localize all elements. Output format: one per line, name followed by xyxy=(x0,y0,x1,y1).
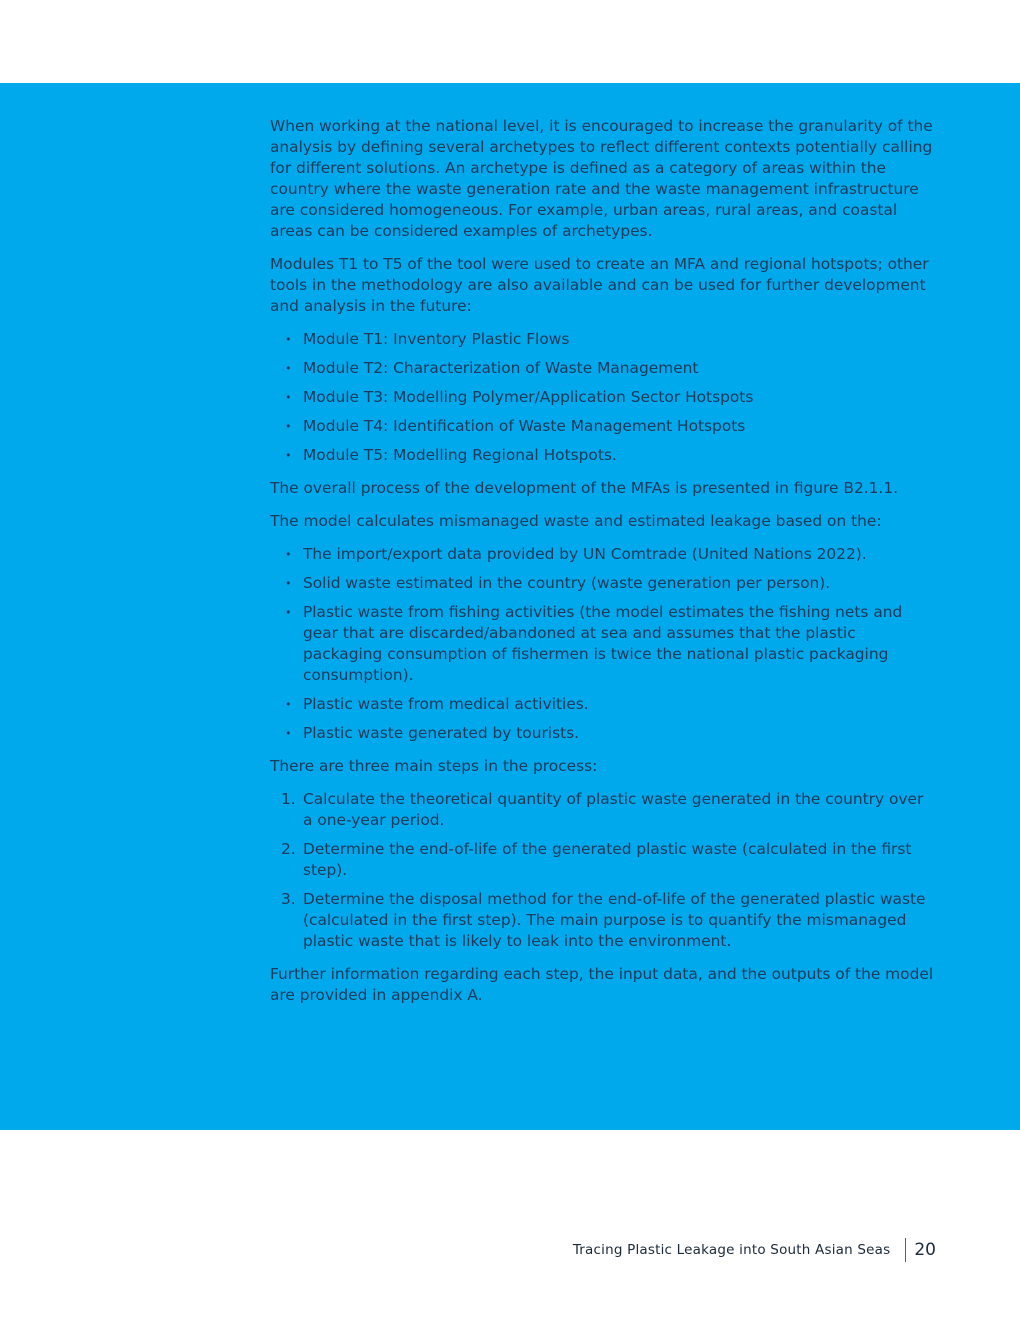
page-footer xyxy=(573,1238,936,1262)
step-number: 3. xyxy=(281,890,296,908)
step-number: 1. xyxy=(281,790,296,808)
paragraph-further-information: Further information regarding each step, the input data, and the outputs of the model are provided in appendix A. xyxy=(270,965,934,1004)
list-item: • Plastic waste generated by tourists. xyxy=(270,723,934,744)
paragraph-three-steps: There are three main steps in the process: xyxy=(270,757,598,775)
step-number: 2. xyxy=(281,840,296,858)
list-item: • Module T2: Characterization of Waste Management xyxy=(270,358,934,379)
sources-list xyxy=(270,544,934,744)
footer-title: Tracing Plastic Leakage into South Asian Seas xyxy=(572,1242,891,1258)
step-item xyxy=(270,889,934,952)
list-item: • The import/export data provided by UN Comtrade (United Nations 2022). xyxy=(270,544,934,565)
list-item: • Module T4: Identification of Waste Management Hotspots xyxy=(270,416,934,437)
page-number: 20 xyxy=(914,1240,936,1260)
modules-list xyxy=(270,329,934,466)
list-item: • Plastic waste from medical activities. xyxy=(270,694,934,715)
step-text: Calculate the theoretical quantity of plastic waste generated in the country over a one-year period. xyxy=(303,790,924,829)
footer-divider xyxy=(905,1238,906,1262)
list-item: • Module T3: Modelling Polymer/Application Sector Hotspots xyxy=(270,387,934,408)
step-text: Determine the end-of-life of the generated plastic waste (calculated in the first step). xyxy=(303,840,912,879)
list-item: • Module T5: Modelling Regional Hotspots. xyxy=(270,445,934,466)
step-item xyxy=(270,789,934,831)
paragraph-archetypes: When working at the national level, it is encouraged to increase the granularity of the analysis by defining several archetypes to reflect different contexts potentially calling for different solutions. An archetype is defined as a category of areas within the country where the waste generation rate and the waste management infrastructure are considered homogeneous. For example, urban areas, rural areas, and coastal areas can be considered examples of archetypes. xyxy=(270,117,933,240)
list-item: • Plastic waste from fishing activities (the model estimates the fishing nets and gear that are discarded/abandoned at sea and assumes that the plastic packaging consumption of fishermen is twice the national plastic packaging consumption). xyxy=(270,602,934,686)
box-content xyxy=(270,116,934,1018)
list-item: • Module T1: Inventory Plastic Flows xyxy=(270,329,934,350)
list-item: • Solid waste estimated in the country (waste generation per person). xyxy=(270,573,934,594)
paragraph-modules-intro: Modules T1 to T5 of the tool were used to create an MFA and regional hotspots; other tools in the methodology are also available and can be used for further development and analysis in the future: xyxy=(270,255,929,315)
steps-list xyxy=(270,789,934,952)
step-text: Determine the disposal method for the end-of-life of the generated plastic waste (calculated in the first step). The main purpose is to quantify the mismanaged plastic waste that is likely to leak into the environment. xyxy=(303,890,926,950)
paragraph-overall-process: The overall process of the development of the MFAs is presented in figure B2.1.1. xyxy=(270,479,899,497)
paragraph-model-calculates: The model calculates mismanaged waste and estimated leakage based on the: xyxy=(270,512,882,530)
step-item xyxy=(270,839,934,881)
